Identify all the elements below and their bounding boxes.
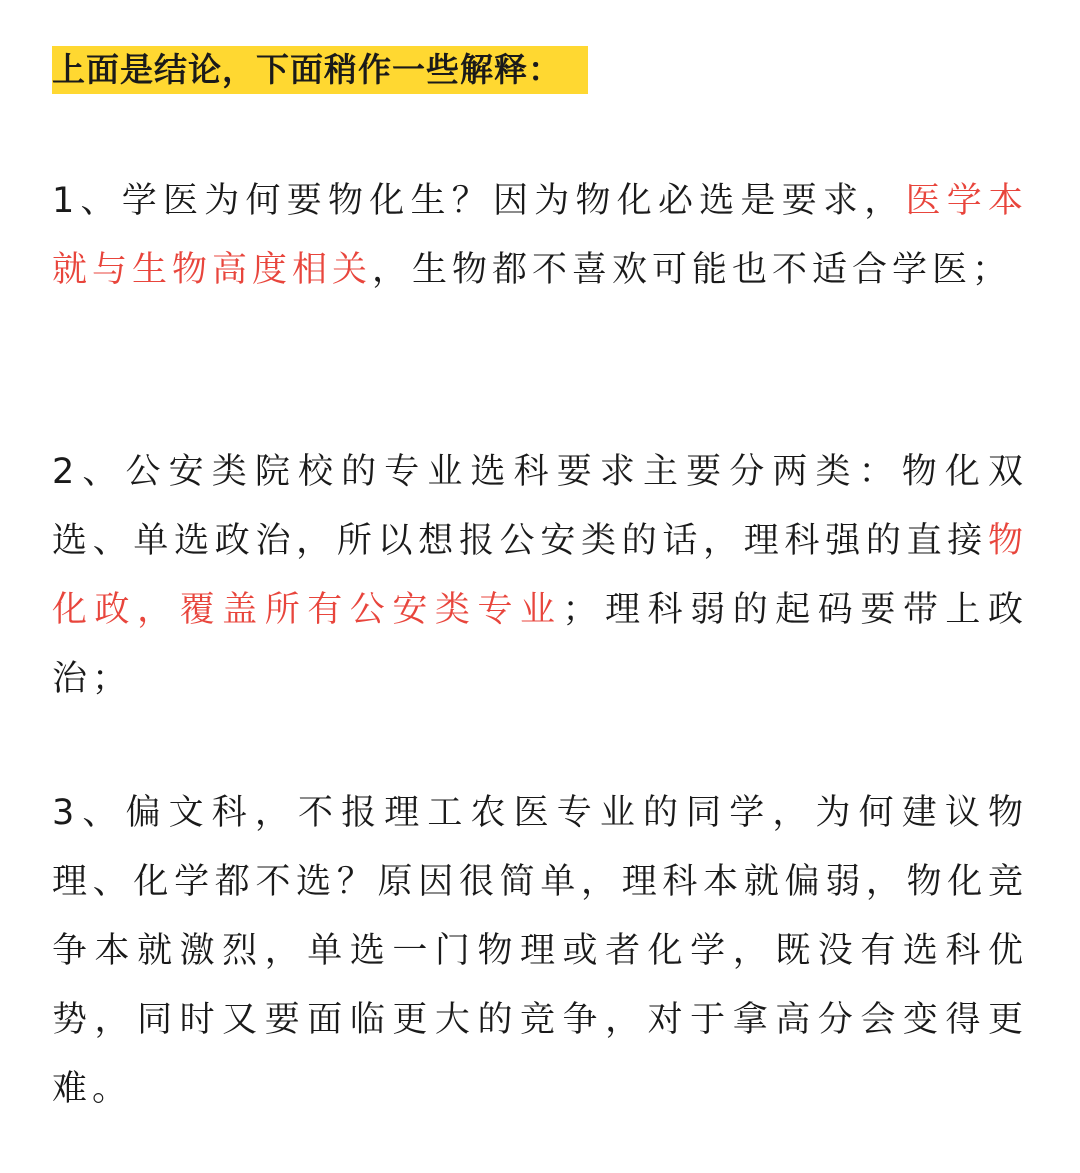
paragraph-1-text: 1、学医为何要物化生？因为物化必选是要求，	[52, 181, 906, 221]
paragraph-2-text-end: ；理科弱的起码要带上政治；	[52, 590, 1028, 699]
paragraph-1-emphasis: 医学本就与生物高度相关	[52, 181, 1028, 290]
paragraph-2	[52, 438, 1028, 714]
paragraph-1	[52, 167, 1028, 305]
section-heading: 上面是结论，下面稍作一些解释：	[52, 46, 588, 94]
paragraph-3	[52, 779, 1028, 1124]
paragraph-2-emphasis: 物化政，覆盖所有公安类专业	[52, 521, 1028, 630]
paragraph-2-text: 2、公安类院校的专业选科要求主要分两类：物化双选、单选政治，所以想报公安类的话，理科强的直接	[52, 452, 1028, 561]
paragraph-1-text-end: ，生物都不喜欢可能也不适合学医；	[372, 250, 1013, 290]
paragraph-3-text: 3、偏文科，不报理工农医专业的同学，为何建议物理、化学都不选？原因很简单，理科本就偏弱，物化竞争本就激烈，单选一门物理或者化学，既没有选科优势，同时又要面临更大的竞争，对于拿高分会变得更难。	[52, 793, 1028, 1109]
